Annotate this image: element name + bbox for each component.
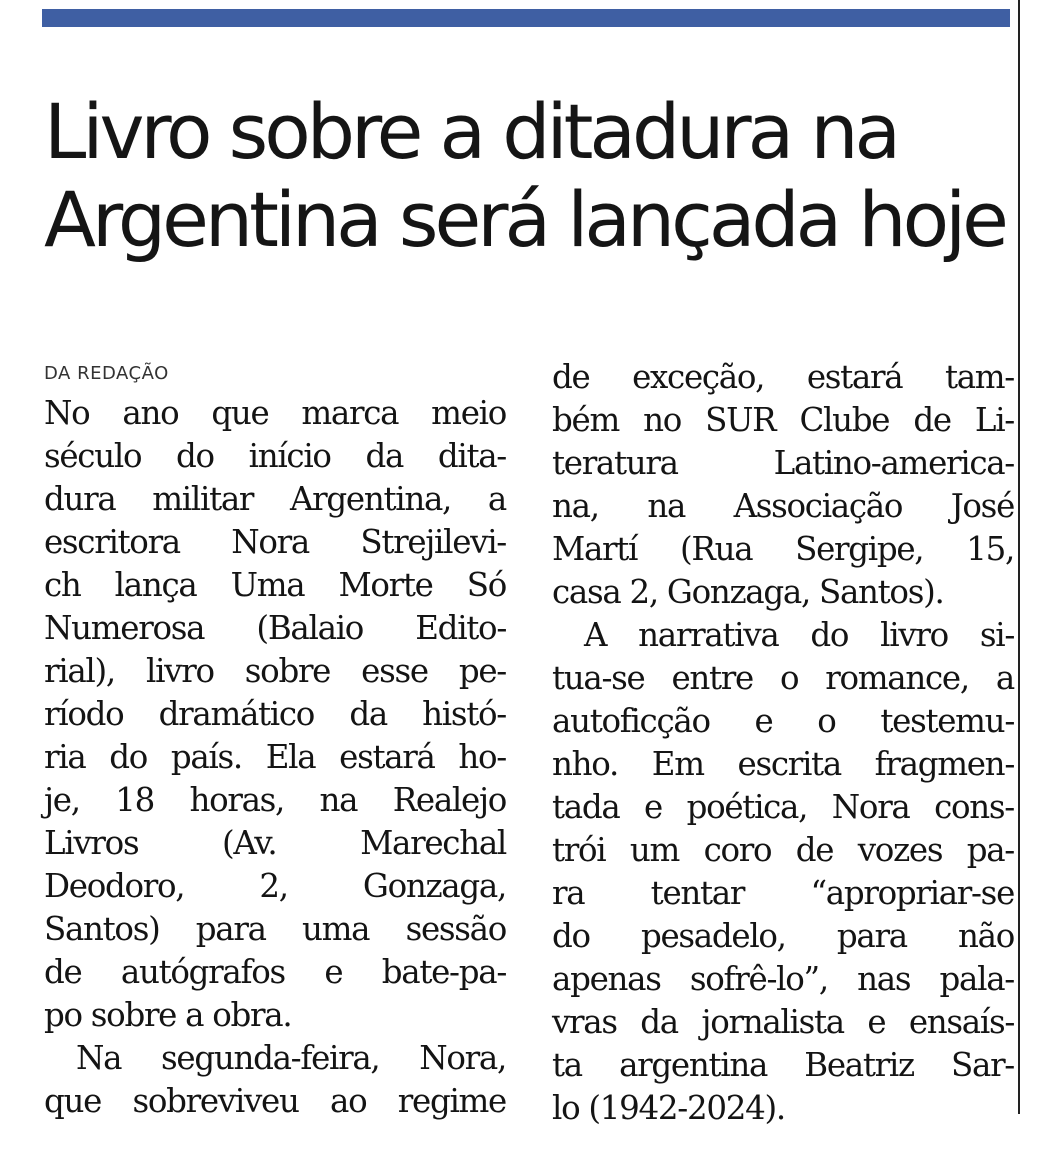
body-line: escritora Nora Strejilevi-: [44, 523, 506, 561]
headline-line: Argentina será lançada hoje: [44, 175, 1005, 264]
section-color-bar: [42, 9, 1010, 27]
headline: [44, 88, 1004, 264]
body-line: Santos) para uma sessão: [44, 910, 506, 948]
body-line: Martí (Rua Sergipe, 15,: [552, 530, 1014, 568]
body-line: No ano que marca meio: [44, 394, 506, 432]
body-line: Numerosa (Balaio Edito-: [44, 609, 506, 647]
body-line: trói um coro de vozes pa-: [552, 831, 1014, 869]
body-line: teratura Latino-america-: [552, 444, 1014, 482]
body-line: po sobre a obra.: [44, 996, 292, 1034]
body-line: ch lança Uma Morte Só: [44, 566, 506, 604]
article-column-left: [44, 356, 506, 1123]
body-line: de exceção, estará tam-: [552, 358, 1014, 396]
body-line: de autógrafos e bate-pa-: [44, 953, 506, 991]
body-line: autoficção e o testemu-: [552, 702, 1014, 740]
body-line: bém no SUR Clube de Li-: [552, 401, 1014, 439]
body-line: Livros (Av. Marechal: [44, 824, 506, 862]
body-line: tua-se entre o romance, a: [552, 659, 1014, 697]
body-line: nho. Em escrita fragmen-: [552, 745, 1014, 783]
body-line: Deodoro, 2, Gonzaga,: [44, 867, 506, 905]
body-line: que sobreviveu ao regime: [44, 1082, 506, 1120]
body-line: dura militar Argentina, a: [44, 480, 506, 518]
body-line: ríodo dramático da histó-: [44, 695, 506, 733]
body-line: A narrativa do livro si-: [584, 616, 1014, 654]
body-line: ta argentina Beatriz Sar-: [552, 1046, 1014, 1084]
body-line: apenas sofrê-lo”, nas pala-: [552, 960, 1014, 998]
body-line: casa 2, Gonzaga, Santos).: [552, 573, 944, 611]
body-line: lo (1942-2024).: [552, 1089, 785, 1127]
body-line: vras da jornalista e ensaís-: [552, 1003, 1014, 1041]
body-line: século do início da dita-: [44, 437, 506, 475]
article-column-right: [552, 356, 1014, 1130]
body-line: na, na Associação José: [552, 487, 1014, 525]
headline-line: Livro sobre a ditadura na: [44, 87, 898, 176]
body-line: je, 18 horas, na Realejo: [44, 781, 506, 819]
byline: DA REDAÇÃO: [44, 363, 169, 384]
body-line: do pesadelo, para não: [552, 917, 1014, 955]
body-line: ria do país. Ela estará ho-: [44, 738, 506, 776]
body-line: tada e poética, Nora cons-: [552, 788, 1014, 826]
body-line: rial), livro sobre esse pe-: [44, 652, 506, 690]
column-rule: [1018, 0, 1020, 1114]
body-line: Na segunda-feira, Nora,: [76, 1039, 506, 1077]
body-line: ra tentar “apropriar-se: [552, 874, 1014, 912]
